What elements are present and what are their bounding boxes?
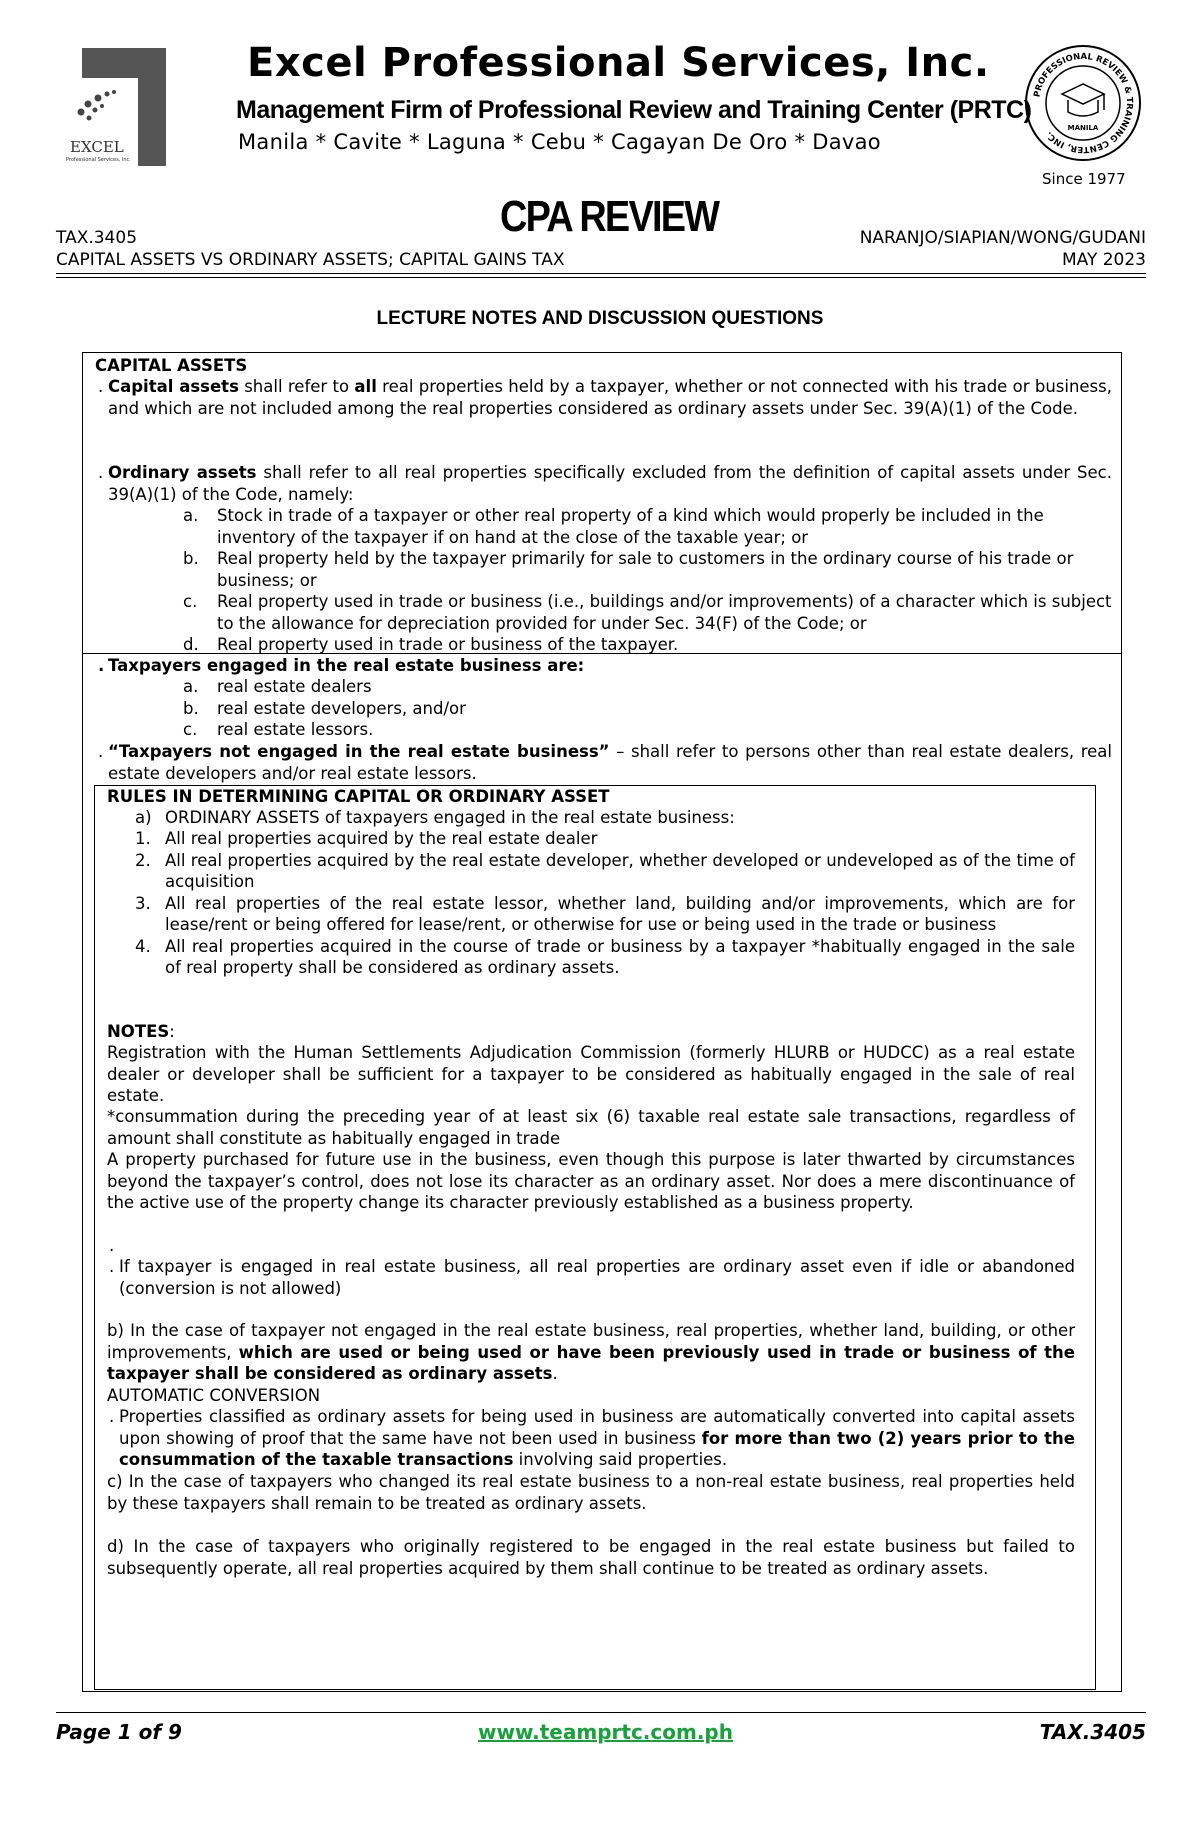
list-item: c. Real property used in trade or business (i.e., buildings and/or improvements) of a character which is subject to the allowance for depreciation provided for under Sec. 34(F) of the Code; or xyxy=(183,592,1112,633)
logo-text: EXCEL xyxy=(70,138,124,156)
footer-course-code: TAX.3405 xyxy=(1039,1720,1146,1744)
note-registration: Registration with the Human Settlements Adjudication Commission (formerly HLURB or HUDCC) as a real estate dealer or developer shall be sufficient for a taxpayer to be considered as habitually engaged in the sale of real estate. xyxy=(107,1043,1075,1105)
list-item: d. Real property used in trade or business of the taxpayer. xyxy=(183,635,679,654)
bullet-icon: . xyxy=(109,1236,115,1255)
rules-box xyxy=(94,785,1096,1690)
rule-a-list xyxy=(109,828,1075,979)
automatic-conversion-title: AUTOMATIC CONVERSION xyxy=(107,1386,321,1405)
engaged-list xyxy=(183,676,783,741)
list-item: b. real estate developers, and/or xyxy=(183,698,466,718)
notes-label: NOTES: xyxy=(107,1022,175,1041)
note-future-use: A property purchased for future use in the business, even though this purpose is later thwarted by circumstances beyond the taxpayer’s control, does not lose its character as an ordinary asset. Nor does a mere discontinuance of the active use of the property change its character previously established as a business property. xyxy=(107,1150,1075,1212)
course-code: TAX.3405 xyxy=(56,228,138,248)
rule-b: b) In the case of taxpayer not engaged in the real estate business, real properties, whether land, building, or other improvements, which are used or being used or have been previously used in trade or business of the taxpayer shall be considered as ordinary assets. xyxy=(107,1321,1075,1383)
course-topic: CAPITAL ASSETS VS ORDINARY ASSETS; CAPITAL GAINS TAX xyxy=(56,250,565,270)
capital-assets-box xyxy=(82,352,1122,653)
list-item: 1. All real properties acquired by the real estate dealer xyxy=(135,829,598,848)
document-heading: LECTURE NOTES AND DISCUSSION QUESTIONS xyxy=(376,308,824,329)
since-year: Since 1977 xyxy=(1042,170,1126,188)
rule-c: c) In the case of taxpayers who changed its real estate business to a non-real estate business, real properties held by these taxpayers shall remain to be treated as ordinary assets. xyxy=(107,1472,1075,1513)
list-item: a. Stock in trade of a taxpayer or other real property of a kind which would properly be included in the inventory of the taxpayer if on hand at the close of the taxable year; or xyxy=(183,506,1044,547)
not-engaged-definition: . “Taxpayers not engaged in the real estate business” – shall refer to persons other than real estate dealers, real estate developers and/or real estate lessors. xyxy=(98,742,1112,783)
note-idle-property: . If taxpayer is engaged in real estate business, all real properties are ordinary asset even if idle or abandoned (conversion is not allowed) xyxy=(109,1257,1075,1298)
bullet-icon: . xyxy=(98,463,104,482)
rule-a: a) ORDINARY ASSETS of taxpayers engaged in the real estate business: xyxy=(135,808,735,827)
real-estate-business-box xyxy=(82,653,1122,784)
ordinary-assets-definition: . Ordinary assets shall refer to all real properties specifically excluded from the definition of capital assets under Sec. 39(A)(1) of the Code, namely: xyxy=(98,463,1112,504)
rules-title: RULES IN DETERMINING CAPITAL OR ORDINARY ASSET xyxy=(107,787,610,806)
list-item: a. real estate dealers xyxy=(183,677,372,696)
bullet-icon: . xyxy=(98,656,105,675)
rule-d: d) In the case of taxpayers who originally registered to be engaged in the real estate business but failed to subsequently operate, all real properties acquired by them shall continue to be treated as ordinary assets. xyxy=(107,1537,1075,1578)
section-title: CAPITAL ASSETS xyxy=(95,356,248,375)
program-title: CPA REVIEW xyxy=(500,192,719,241)
seal-text-top: PROFESSIONAL REVIEW & TRAINING CENTER, INC. xyxy=(1032,51,1135,155)
capital-assets-definition: . Capital assets shall refer to all real properties held by a taxpayer, whether or not connected with his trade or business, and which are not included among the real properties considered as ordinary assets under Sec. 39(A)(1) of the Code. xyxy=(98,377,1112,418)
date: MAY 2023 xyxy=(1061,250,1146,270)
logo-subtext: Professional Services, Inc. xyxy=(66,157,131,163)
list-item: 2. All real properties acquired by the real estate developer, whether developed or undeveloped as of the time of acquisition xyxy=(135,850,1075,891)
bullet-icon: . xyxy=(98,377,104,396)
bullet-icon: . xyxy=(98,742,104,761)
list-item: 3. All real properties of the real estate lessor, whether land, building and/or improvements, which are for lease/rent or being offered for lease/rent, or otherwise for use or being used in the trade or business xyxy=(135,893,1075,934)
list-item: 4. All real properties acquired in the course of trade or business by a taxpayer *habitually engaged in the sale of real property shall be considered as ordinary assets. xyxy=(135,936,1075,977)
seal-text-bottom: MANILA xyxy=(1067,124,1099,132)
bullet-icon: . xyxy=(109,1257,115,1276)
svg-text:PROFESSIONAL REVIEW & TRAINING xyxy=(1032,52,1134,154)
excel-logo xyxy=(62,48,166,166)
bullet-icon: . xyxy=(109,1407,115,1426)
list-item: b. Real property held by the taxpayer primarily for sale to customers in the ordinary course of his trade or business; or xyxy=(183,549,1074,590)
header-rule-double xyxy=(56,277,1146,278)
footer-rule xyxy=(56,1712,1146,1713)
authors: NARANJO/SIAPIAN/WONG/GUDANI xyxy=(859,228,1146,248)
header-rule xyxy=(56,273,1146,274)
engaged-title: . Taxpayers engaged in the real estate business are: xyxy=(98,656,585,675)
ordinary-assets-list xyxy=(183,505,1112,656)
prtc-seal xyxy=(1024,44,1142,162)
website-link[interactable]: www.teamprtc.com.ph xyxy=(478,1720,733,1744)
page-number: Page 1 of 9 xyxy=(56,1720,182,1744)
list-item: c. real estate lessors. xyxy=(183,720,374,739)
firm-subtitle: Management Firm of Professional Review and Training Center (PRTC) xyxy=(236,96,1032,124)
firm-name: Excel Professional Services, Inc. xyxy=(247,40,990,86)
automatic-conversion-text: . Properties classified as ordinary assets for being used in business are automatically converted into capital assets upon showing of proof that the same have not been used in business for more than two (2) years prior to the consummation of the taxable transactions involving said properties. xyxy=(109,1407,1075,1469)
note-consummation: *consummation during the preceding year of at least six (6) taxable real estate sale transactions, regardless of amount shall constitute as habitually engaged in trade xyxy=(107,1107,1075,1148)
firm-branches: Manila * Cavite * Laguna * Cebu * Cagayan De Oro * Davao xyxy=(238,130,881,154)
